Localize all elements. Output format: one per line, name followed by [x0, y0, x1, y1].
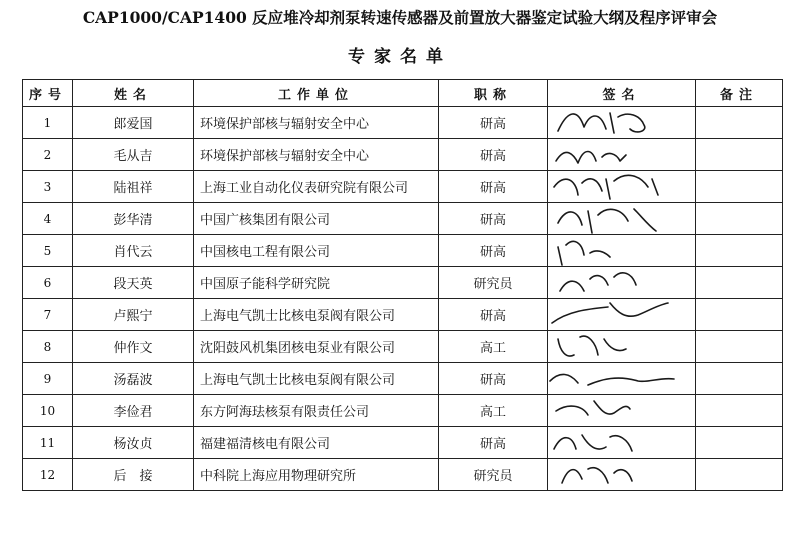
row-number: 10 [23, 395, 73, 427]
table-body [23, 107, 783, 491]
table-row [23, 235, 783, 267]
table-row [23, 459, 783, 491]
table-row [23, 203, 783, 235]
expert-name: 郎爱国 [73, 107, 194, 139]
row-number: 5 [23, 235, 73, 267]
expert-name: 后 接 [73, 459, 194, 491]
signature-cell [548, 331, 696, 363]
handwritten-signature [548, 395, 696, 427]
column-header-note: 备注 [696, 80, 783, 107]
expert-organization: 环境保护部核与辐射安全中心 [194, 107, 439, 139]
expert-name: 陆祖祥 [73, 171, 194, 203]
signature-cell [548, 203, 696, 235]
table-row [23, 299, 783, 331]
handwritten-signature [548, 171, 696, 203]
note-cell [696, 235, 783, 267]
note-cell [696, 107, 783, 139]
signature-cell [548, 427, 696, 459]
signature-cell [548, 267, 696, 299]
expert-title: 高工 [439, 395, 548, 427]
expert-organization: 沈阳鼓风机集团核电泵业有限公司 [194, 331, 439, 363]
row-number: 8 [23, 331, 73, 363]
expert-name: 仲作文 [73, 331, 194, 363]
expert-title: 研高 [439, 107, 548, 139]
expert-title: 研高 [439, 203, 548, 235]
handwritten-signature [548, 299, 696, 331]
expert-name: 卢熙宁 [73, 299, 194, 331]
expert-organization: 上海电气凯士比核电泵阀有限公司 [194, 299, 439, 331]
document-title: CAP1000/CAP1400 反应堆冷却剂泵转速传感器及前置放大器鉴定试验大纲及程序评审会 [82, 8, 718, 27]
expert-title: 研高 [439, 139, 548, 171]
expert-name: 彭华清 [73, 203, 194, 235]
signature-cell [548, 395, 696, 427]
expert-organization: 环境保护部核与辐射安全中心 [194, 139, 439, 171]
expert-organization: 中国核电工程有限公司 [194, 235, 439, 267]
row-number: 4 [23, 203, 73, 235]
note-cell [696, 203, 783, 235]
signature-cell [548, 235, 696, 267]
note-cell [696, 171, 783, 203]
column-header-organization: 工作单位 [194, 80, 439, 107]
row-number: 2 [23, 139, 73, 171]
note-cell [696, 267, 783, 299]
handwritten-signature [548, 331, 696, 363]
table-row [23, 331, 783, 363]
note-cell [696, 299, 783, 331]
expert-name: 李俭君 [73, 395, 194, 427]
expert-title: 研高 [439, 427, 548, 459]
row-number: 6 [23, 267, 73, 299]
expert-title: 高工 [439, 331, 548, 363]
note-cell [696, 427, 783, 459]
handwritten-signature [548, 139, 696, 171]
expert-organization: 中科院上海应用物理研究所 [194, 459, 439, 491]
expert-title: 研究员 [439, 459, 548, 491]
handwritten-signature [548, 363, 696, 395]
expert-name: 毛从吉 [73, 139, 194, 171]
handwritten-signature [548, 235, 696, 267]
signature-cell [548, 299, 696, 331]
table-row [23, 395, 783, 427]
table-header-row [23, 80, 783, 107]
expert-name: 肖代云 [73, 235, 194, 267]
note-cell [696, 139, 783, 171]
table-row [23, 363, 783, 395]
row-number: 11 [23, 427, 73, 459]
expert-organization: 福建福清核电有限公司 [194, 427, 439, 459]
signature-cell [548, 171, 696, 203]
handwritten-signature [548, 203, 696, 235]
expert-title: 研高 [439, 363, 548, 395]
expert-name: 杨汝贞 [73, 427, 194, 459]
note-cell [696, 395, 783, 427]
expert-title: 研究员 [439, 267, 548, 299]
handwritten-signature [548, 107, 696, 139]
expert-roster-table [22, 79, 783, 491]
handwritten-signature [548, 427, 696, 459]
column-header-signature: 签名 [548, 80, 696, 107]
expert-organization: 东方阿海珐核泵有限责任公司 [194, 395, 439, 427]
signature-cell [548, 363, 696, 395]
note-cell [696, 363, 783, 395]
column-header-name: 姓名 [73, 80, 194, 107]
expert-organization: 上海电气凯士比核电泵阀有限公司 [194, 363, 439, 395]
expert-title: 研高 [439, 299, 548, 331]
row-number: 7 [23, 299, 73, 331]
signature-cell [548, 107, 696, 139]
expert-name: 汤磊波 [73, 363, 194, 395]
table-row [23, 267, 783, 299]
table-row [23, 107, 783, 139]
column-header-number: 序号 [23, 80, 73, 107]
handwritten-signature [548, 459, 696, 491]
row-number: 3 [23, 171, 73, 203]
expert-organization: 中国广核集团有限公司 [194, 203, 439, 235]
table-row [23, 427, 783, 459]
table-row [23, 171, 783, 203]
expert-organization: 上海工业自动化仪表研究院有限公司 [194, 171, 439, 203]
handwritten-signature [548, 267, 696, 299]
row-number: 9 [23, 363, 73, 395]
row-number: 1 [23, 107, 73, 139]
expert-organization: 中国原子能科学研究院 [194, 267, 439, 299]
expert-title: 研高 [439, 171, 548, 203]
document-subtitle: 专家名单 [348, 47, 452, 67]
table-row [23, 139, 783, 171]
note-cell [696, 331, 783, 363]
expert-name: 段天英 [73, 267, 194, 299]
column-header-title: 职称 [439, 80, 548, 107]
row-number: 12 [23, 459, 73, 491]
note-cell [696, 459, 783, 491]
expert-title: 研高 [439, 235, 548, 267]
signature-cell [548, 459, 696, 491]
signature-cell [548, 139, 696, 171]
